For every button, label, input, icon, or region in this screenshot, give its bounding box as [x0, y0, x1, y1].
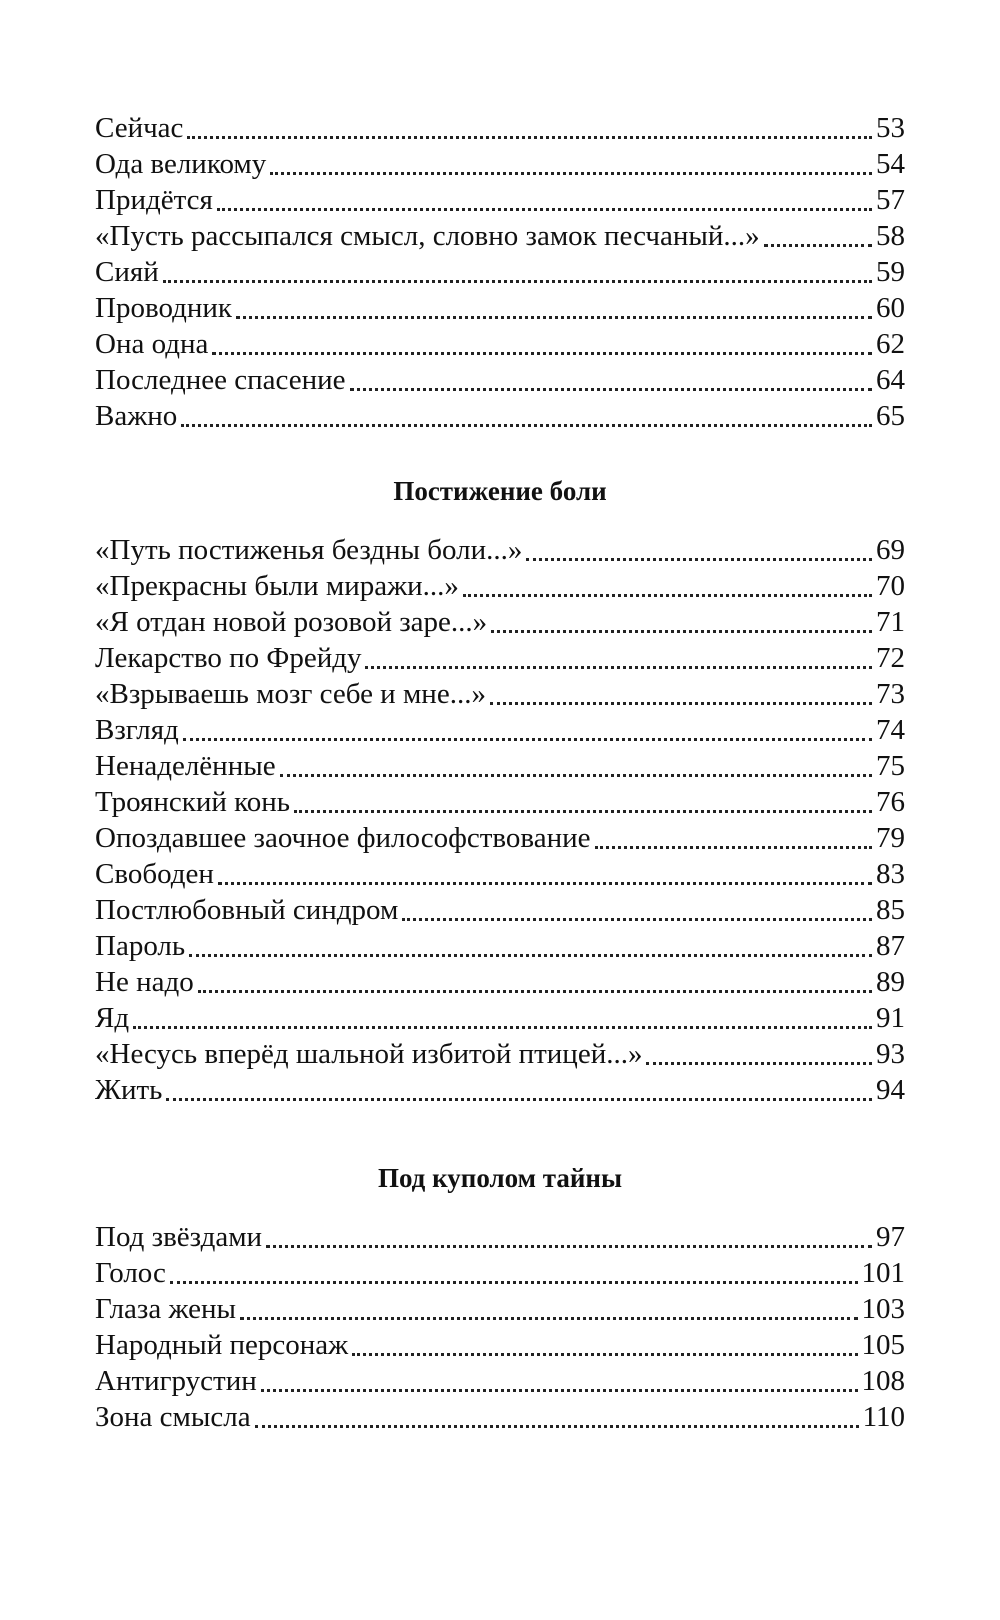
entry-title: Троянский конь [95, 786, 291, 818]
dot-leader [352, 1353, 857, 1356]
toc-entry [95, 362, 905, 398]
toc-entry [95, 290, 905, 326]
entry-title: Лекарство по Фрейду [95, 642, 362, 674]
entry-page-number: 59 [876, 256, 905, 288]
dot-leader [133, 1026, 872, 1029]
dot-leader [236, 316, 872, 319]
toc-entry [95, 218, 905, 254]
dot-leader [163, 280, 872, 283]
entry-page-number: 54 [876, 148, 905, 180]
dot-leader [166, 1098, 872, 1101]
dot-leader [183, 738, 872, 741]
dot-leader [294, 810, 872, 813]
dot-leader [365, 666, 872, 669]
entry-page-number: 70 [876, 570, 905, 602]
entry-page-number: 62 [876, 328, 905, 360]
dot-leader [261, 1389, 858, 1392]
entry-page-number: 74 [876, 714, 905, 746]
dot-leader [463, 594, 872, 597]
toc-entry [95, 1072, 905, 1108]
entry-title: Проводник [95, 292, 232, 324]
entry-page-number: 94 [876, 1074, 905, 1106]
entry-title: Глаза жены [95, 1293, 237, 1325]
dot-leader [764, 244, 872, 247]
entry-title: Яд [95, 1002, 130, 1034]
toc-entry [95, 820, 905, 856]
toc-entry [95, 892, 905, 928]
toc-entries-list [95, 110, 905, 434]
toc-entries-list [95, 1219, 905, 1435]
entry-page-number: 76 [876, 786, 905, 818]
entry-page-number: 65 [876, 400, 905, 432]
toc-entry [95, 784, 905, 820]
entry-title: Под звёздами [95, 1221, 263, 1253]
entry-title: Не надо [95, 966, 194, 998]
entry-title: Она одна [95, 328, 209, 360]
toc-entry [95, 568, 905, 604]
entry-page-number: 97 [876, 1221, 905, 1253]
toc-entry [95, 1036, 905, 1072]
dot-leader [218, 882, 872, 885]
dot-leader [217, 208, 872, 211]
entry-page-number: 108 [861, 1365, 905, 1397]
dot-leader [280, 774, 872, 777]
dot-leader [526, 558, 872, 561]
entry-page-number: 64 [876, 364, 905, 396]
entry-title: «Прекрасны были миражи...» [95, 570, 459, 602]
entry-title: Взгляд [95, 714, 179, 746]
entry-page-number: 91 [876, 1002, 905, 1034]
toc-entry [95, 640, 905, 676]
dot-leader [270, 172, 872, 175]
entry-title: Антигрустин [95, 1365, 257, 1397]
dot-leader [187, 136, 872, 139]
entry-page-number: 83 [876, 858, 905, 890]
toc-entry [95, 604, 905, 640]
dot-leader [212, 352, 872, 355]
entry-page-number: 110 [862, 1401, 905, 1433]
entry-page-number: 58 [876, 220, 905, 252]
entry-page-number: 89 [876, 966, 905, 998]
toc-entry [95, 1219, 905, 1255]
dot-leader [646, 1062, 872, 1065]
entry-title: «Взрываешь мозг себе и мне...» [95, 678, 486, 710]
entry-page-number: 73 [876, 678, 905, 710]
entry-page-number: 69 [876, 534, 905, 566]
entry-page-number: 103 [861, 1293, 905, 1325]
toc-section-pod-kupolom-tayny [95, 1161, 905, 1435]
dot-leader [189, 954, 872, 957]
entry-title: Постлюбовный синдром [95, 894, 399, 926]
dot-leader [595, 846, 873, 849]
entry-title: «Путь постиженья бездны боли...» [95, 534, 523, 566]
toc-entry [95, 1363, 905, 1399]
entry-page-number: 101 [861, 1257, 905, 1289]
entry-title: Пароль [95, 930, 186, 962]
toc-entry [95, 1255, 905, 1291]
entry-title: Народный персонаж [95, 1329, 349, 1361]
dot-leader [181, 424, 872, 427]
entry-title: Голос [95, 1257, 166, 1289]
entry-page-number: 85 [876, 894, 905, 926]
dot-leader [350, 388, 872, 391]
dot-leader [490, 702, 872, 705]
entry-title: Свободен [95, 858, 214, 890]
entry-title: «Несусь вперёд шальной избитой птицей...» [95, 1038, 643, 1070]
entry-title: «Пусть рассыпался смысл, словно замок песчаный...» [95, 220, 760, 252]
entry-page-number: 105 [861, 1329, 905, 1361]
entry-title: Ненаделённые [95, 750, 276, 782]
entry-title: «Я отдан новой розовой заре...» [95, 606, 488, 638]
entry-page-number: 79 [876, 822, 905, 854]
toc-section-continued [95, 110, 905, 434]
dot-leader [402, 918, 872, 921]
entry-title: Ода великому [95, 148, 267, 180]
entry-title: Опоздавшее заочное философствование [95, 822, 591, 854]
table-of-contents [95, 110, 905, 1435]
toc-entry [95, 1000, 905, 1036]
entry-page-number: 60 [876, 292, 905, 324]
toc-entry [95, 1291, 905, 1327]
toc-entry [95, 146, 905, 182]
dot-leader [255, 1425, 859, 1428]
dot-leader [170, 1281, 858, 1284]
entry-page-number: 93 [876, 1038, 905, 1070]
section-title: Постижение боли [393, 476, 607, 506]
toc-entries-list [95, 532, 905, 1108]
entry-page-number: 71 [876, 606, 905, 638]
section-title: Под куполом тайны [377, 1163, 623, 1193]
dot-leader [491, 630, 872, 633]
entry-title: Последнее спасение [95, 364, 346, 396]
toc-entry [95, 110, 905, 146]
toc-entry [95, 964, 905, 1000]
dot-leader [266, 1245, 872, 1248]
entry-page-number: 53 [876, 112, 905, 144]
entry-title: Сияй [95, 256, 159, 288]
toc-entry [95, 326, 905, 362]
toc-entry [95, 398, 905, 434]
toc-entry [95, 254, 905, 290]
toc-section-postizhenie-boli [95, 474, 905, 1108]
toc-entry [95, 1327, 905, 1363]
dot-leader [198, 990, 872, 993]
entry-title: Жить [95, 1074, 163, 1106]
toc-entry [95, 856, 905, 892]
toc-entry [95, 182, 905, 218]
toc-entry [95, 532, 905, 568]
entry-title: Придётся [95, 184, 213, 216]
entry-page-number: 57 [876, 184, 905, 216]
dot-leader [240, 1317, 857, 1320]
toc-entry [95, 712, 905, 748]
toc-entry [95, 1399, 905, 1435]
toc-entry [95, 748, 905, 784]
entry-page-number: 87 [876, 930, 905, 962]
toc-entry [95, 676, 905, 712]
entry-page-number: 75 [876, 750, 905, 782]
entry-page-number: 72 [876, 642, 905, 674]
entry-title: Зона смысла [95, 1401, 251, 1433]
entry-title: Важно [95, 400, 178, 432]
entry-title: Сейчас [95, 112, 184, 144]
toc-entry [95, 928, 905, 964]
